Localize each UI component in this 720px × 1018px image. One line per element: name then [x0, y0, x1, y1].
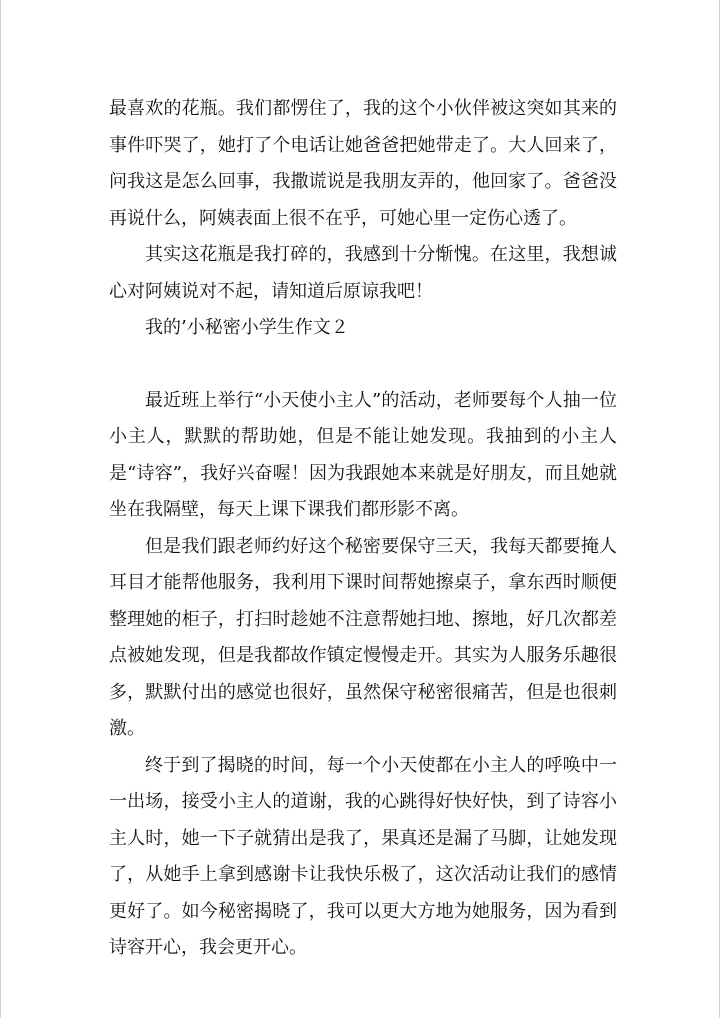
- paragraph-3: 最近班上举行“小天使小主人”的活动，老师要每个人抽一位小主人，默默的帮助她，但是不能让她发现。我抽到的小主人是“诗容”，我好兴奋喔！因为我跟她本来就是好朋友，而且她就坐在我隔壁，每天上课下课我们都形影不离。: [109, 389, 617, 520]
- paragraph-4: 但是我们跟老师约好这个秘密要保守三天，我每天都要掩人耳目才能帮他服务，我利用下课时间帮她擦桌子，拿东西时顺便整理她的柜子，打扫时趁她不注意帮她扫地、擦地，好几次都差点被她发现，但是我都故作镇定慢慢走开。其实为人服务乐趣很多，默默付出的感觉也很好，虽然保守秘密很痛苦，但是也很刺激。: [109, 535, 617, 739]
- paragraph-1: 最喜欢的花瓶。我们都愣住了，我的这个小伙伴被这突如其来的事件吓哭了，她打了个电话让她爸爸把她带走了。大人回来了，问我这是怎么回事，我撒谎说是我朋友弄的，他回家了。爸爸没再说什么，阿姨表面上很不在乎，可她心里一定伤心透了。: [109, 98, 617, 229]
- section-title: 我的’小秘密小学生作文２: [145, 317, 349, 338]
- paragraph-2: 其实这花瓶是我打碎的，我感到十分惭愧。在这里，我想诚心对阿姨说对不起，请知道后原谅我吧！: [109, 244, 617, 302]
- blank-line: [109, 347, 617, 383]
- paragraph-5: 终于到了揭晓的时间，每一个小天使都在小主人的呼唤中一一出场，接受小主人的道谢，我的心跳得好快好快，到了诗容小主人时，她一下子就猜出是我了，果真还是漏了马脚，让她发现了，从她手上拿到感谢卡让我快乐极了，这次活动让我们的感情更好了。如今秘密揭晓了，我可以更大方地为她服务，因为看到诗容开心，我会更开心。: [109, 754, 617, 958]
- document-body: [109, 91, 617, 967]
